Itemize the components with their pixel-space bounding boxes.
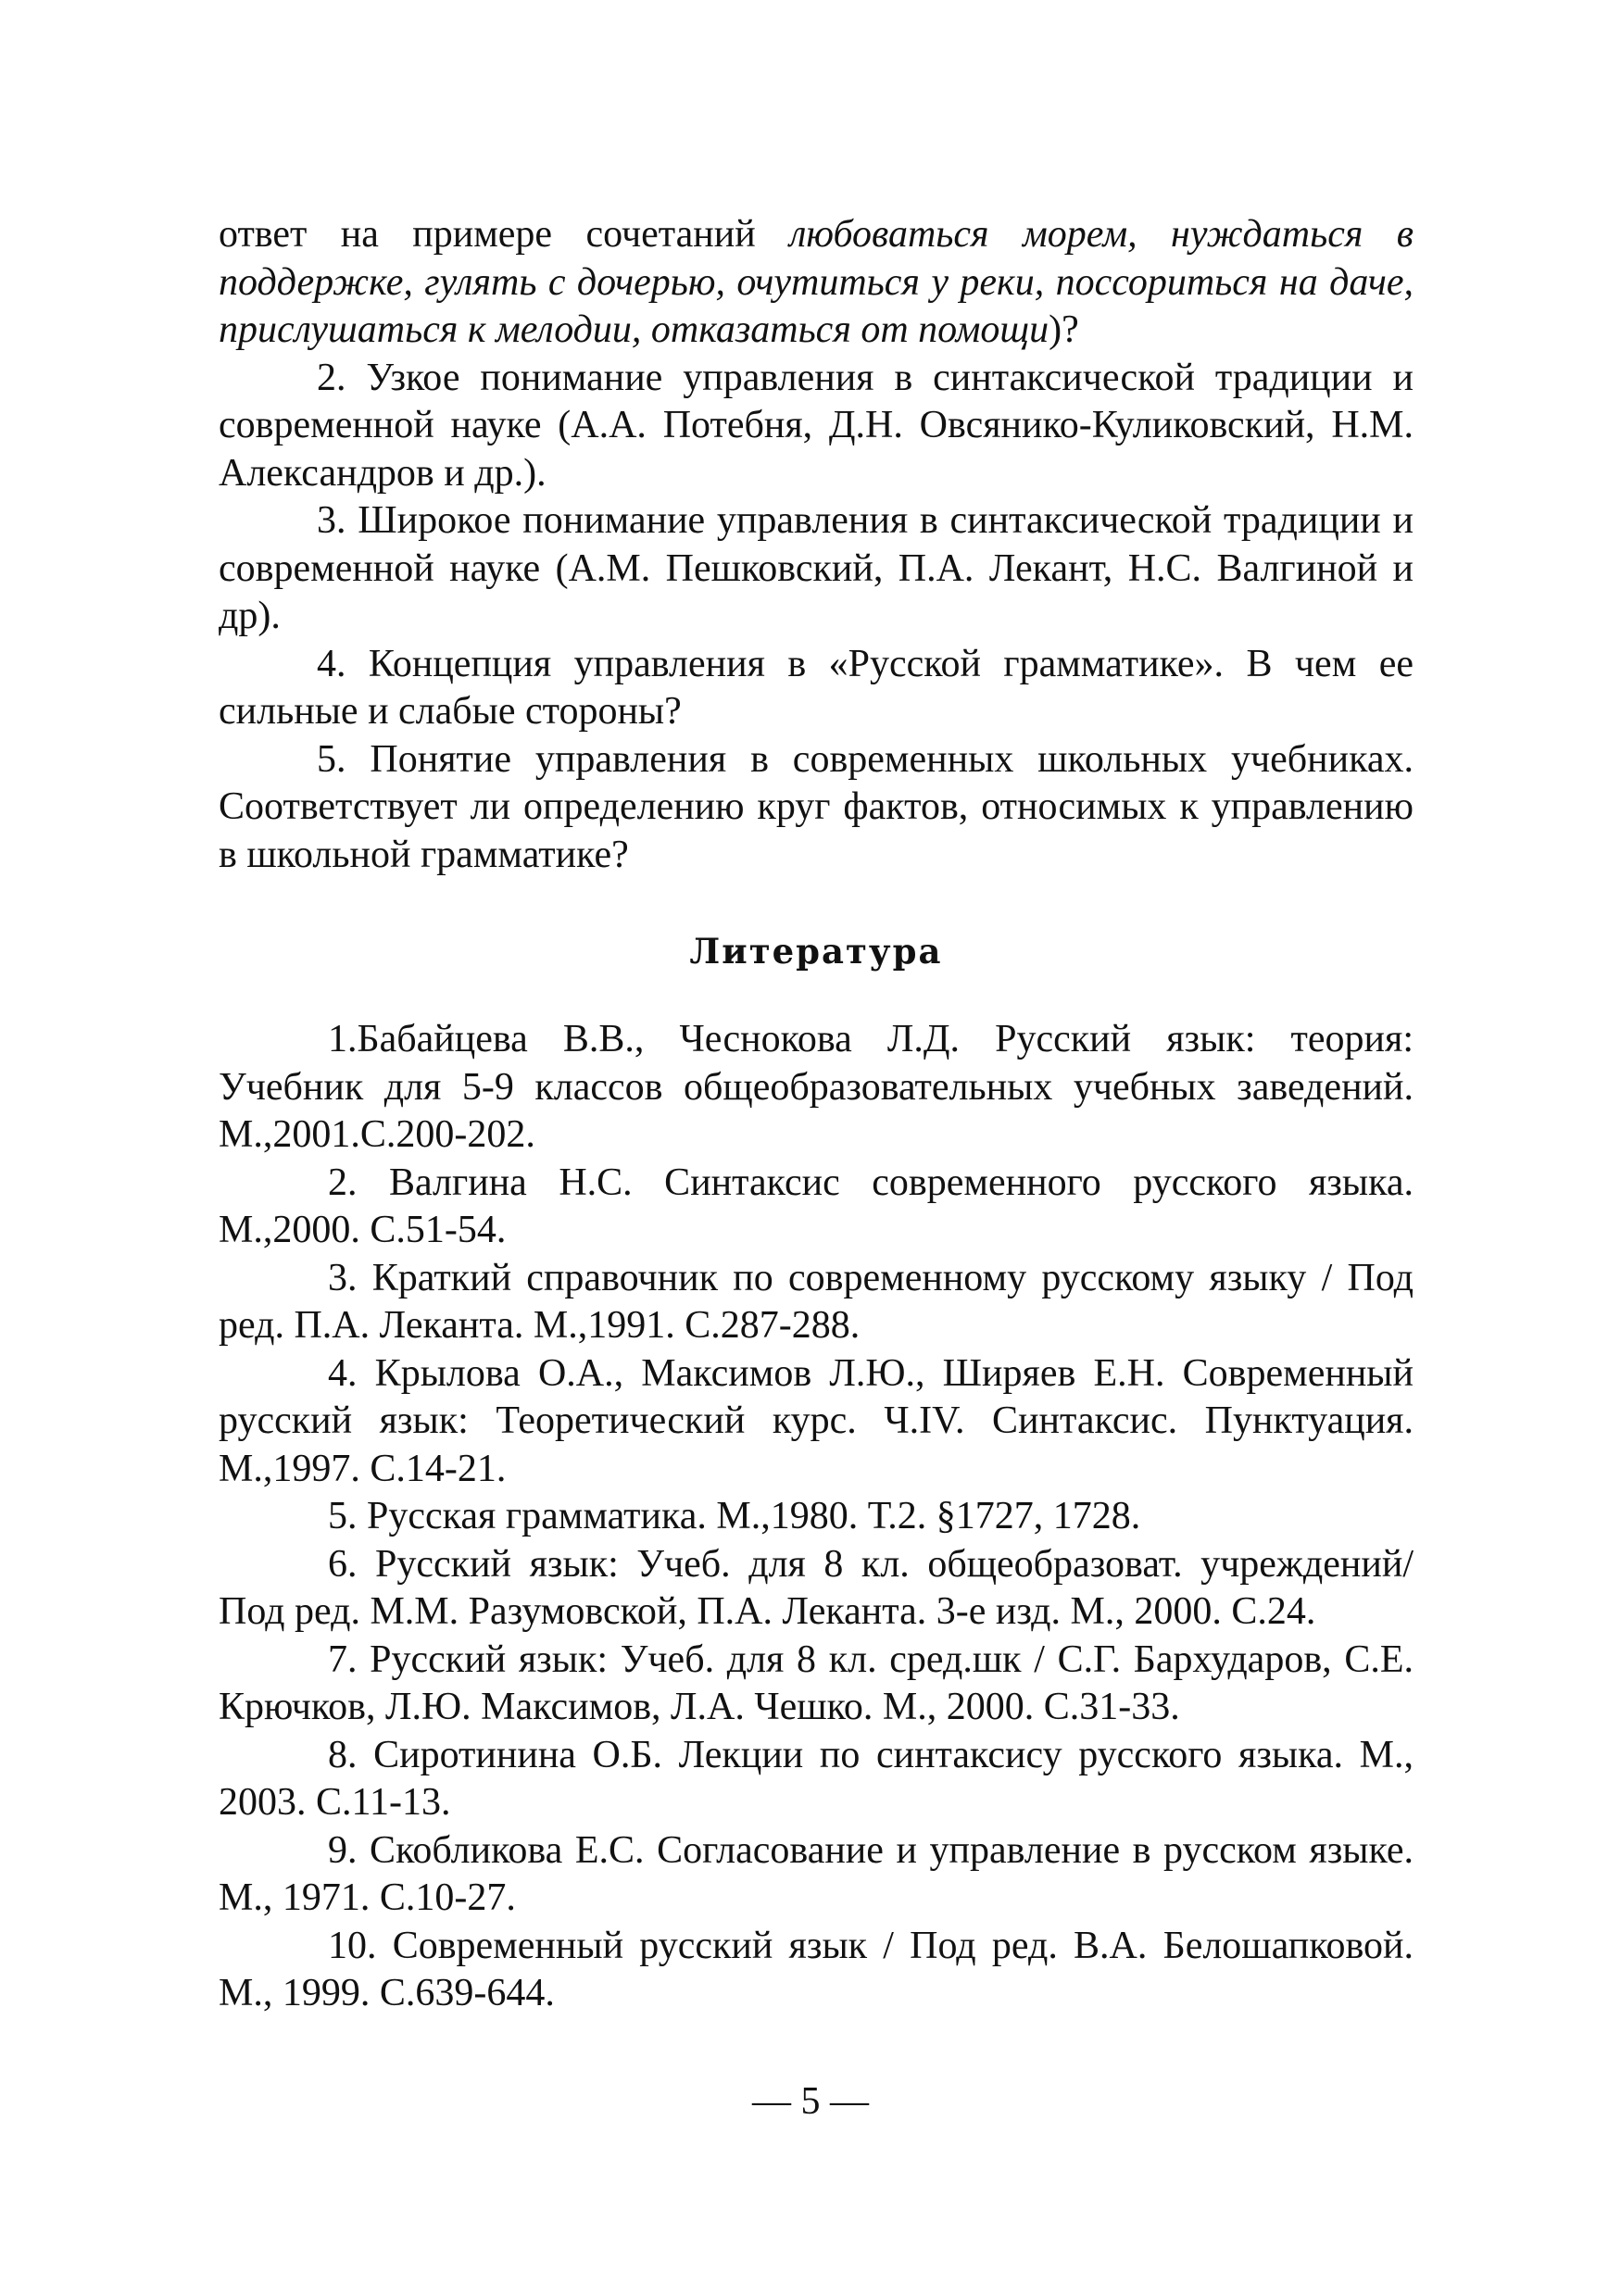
question-item: 3. Широкое понимание управления в синтаксической традиции и современной науке (А.М. Пешковский, П.А. Лекант, Н.С. Валгиной и др). xyxy=(219,499,1414,637)
question-1-continuation xyxy=(219,211,1414,355)
question-1-suffix: )? xyxy=(1049,308,1079,351)
bibliography-item: 8. Сиротинина О.Б. Лекции по синтаксису русского языка. М., 2003. С.11-13. xyxy=(219,1733,1414,1824)
bibliography-item: 10. Современный русский язык / Под ред. В.А. Белошапковой. М., 1999. С.639-644. xyxy=(219,1924,1414,2014)
page-content xyxy=(219,211,1414,2018)
bibliography-item: 7. Русский язык: Учеб. для 8 кл. сред.шк / С.Г. Бархударов, С.Е. Крючков, Л.Ю. Максимов, Л.А. Чешко. М., 2000. С.31-33. xyxy=(219,1637,1414,1728)
bibliography-item: 3. Краткий справочник по современному русскому языку / Под ред. П.А. Леканта. М.,1991. С.287-288. xyxy=(219,1256,1414,1347)
bibliography-item: 6. Русский язык: Учеб. для 8 кл. общеобразоват. учреждений/ Под ред. М.М. Разумовской, П.А. Леканта. 3-е изд. М., 2000. С.24. xyxy=(219,1542,1414,1633)
literature-heading: Литература xyxy=(689,931,943,972)
question-item: 5. Понятие управления в современных школьных учебниках. Соответствует ли определению круг фактов, относимых к управлению в школьной грамматике? xyxy=(219,737,1414,876)
bibliography-item: 9. Скобликова Е.С. Согласование и управление в русском языке. М., 1971. С.10-27. xyxy=(219,1828,1414,1919)
bibliography-item: 4. Крылова О.А., Максимов Л.Ю., Ширяев Е.Н. Современный русский язык: Теоретический курс. Ч.IV. Синтаксис. Пунктуация. М.,1997. С.14-21. xyxy=(219,1351,1414,1490)
page-number: — 5 — xyxy=(752,2080,869,2123)
bibliography-item: 2. Валгина Н.С. Синтаксис современного русского языка. М.,2000. С.51-54. xyxy=(219,1161,1414,1251)
question-1-prefix: ответ на примере сочетаний xyxy=(219,213,790,256)
question-item: 2. Узкое понимание управления в синтаксической традиции и современной науке (А.А. Потебня, Д.Н. Овсянико-Куликовский, Н.М. Александров и др.). xyxy=(219,356,1414,495)
bibliography-item: 5. Русская грамматика. М.,1980. Т.2. §1727, 1728. xyxy=(328,1495,1141,1537)
question-1-examples: любоваться морем, нуждаться в поддержке, гулять с дочерью, очутиться у реки, поссориться на даче, прислушаться к мелодии, отказаться от помощи xyxy=(219,213,1414,351)
bibliography-item: 1.Бабайцева В.В., Чеснокова Л.Д. Русский язык: теория: Учебник для 5-9 классов общеобразовательных учебных заведений. М.,2001.С.200-202. xyxy=(219,1018,1414,1156)
question-item: 4. Концепция управления в «Русской грамматике». В чем ее сильные и слабые стороны? xyxy=(219,642,1414,733)
bibliography-list xyxy=(219,1016,1414,2018)
